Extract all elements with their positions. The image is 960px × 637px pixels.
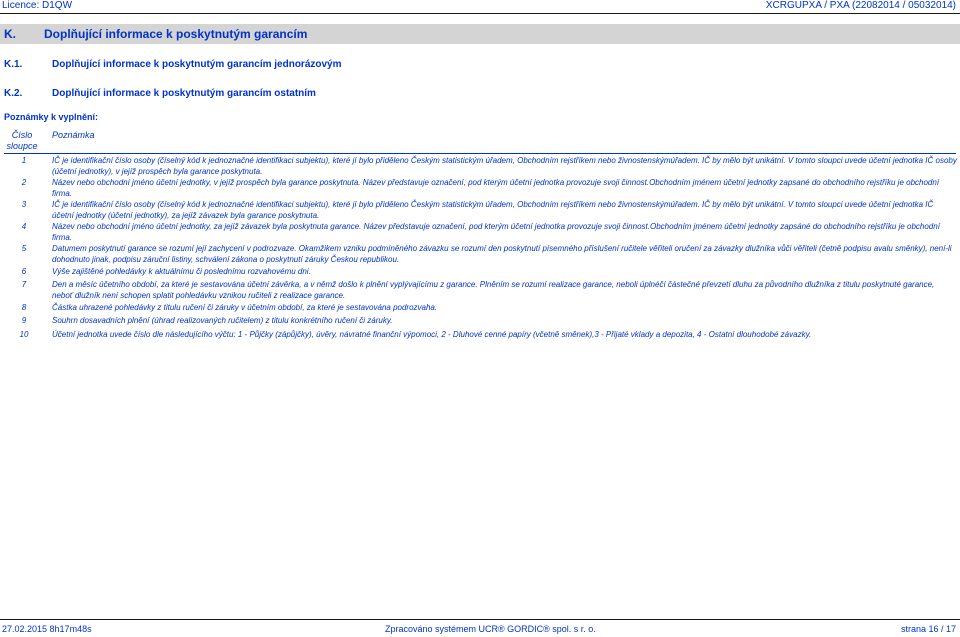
header-divider: [4, 153, 956, 154]
footer-processed-by: Zpracováno systémem UCR® GORDIC® spol. s r. o.: [385, 624, 596, 634]
note-text: IČ je identifikační číslo osoby (číselný kód k jednoznačné identifikaci subjektu), které jí bylo přiděleno Českým statistickým úřadem, Obchodním rejstříkem nebo živnostenskýmúřadem. IČ by mělo být unikátní. V tomto sloupci uvede účetní jednotka IČ osoby (účetní jednotky), v jejíž prospěch byla garance poskytnuta.: [52, 156, 957, 176]
section-title: Doplňující informace k poskytnutým garancím: [44, 27, 308, 41]
subsection-title: Doplňující informace k poskytnutým garancím ostatním: [52, 88, 316, 99]
note-text: Název nebo obchodní jméno účetní jednotky, v jejíž prospěch byla garance poskytnuta. Název představuje označení, pod kterým účetní jednotka provozuje svoji činnost.Obchodním jménem účetní jednotky zapsané do obchodního rejstříku je obchodní firma.: [52, 178, 940, 198]
subsection-number: K.1.: [4, 59, 23, 70]
footer-divider: [0, 619, 960, 620]
subsection-title: Doplňující informace k poskytnutým garancím jednorázovým: [52, 59, 342, 70]
note-text: Datumem poskytnutí garance se rozumí její zachycení v podrozvaze. Okamžikem vzniku podmíněného závazku se rozumí den poskytnutí písemného příslušení ručitele věřiteli oručení za závazky dlužníka vůči věřiteli (četně podpisu avalu směnky), není-li dohodnuto jinak, podpisu záruční listiny, schválení zákona o poskytnutí záruky Českou republikou.: [52, 244, 952, 264]
note-number: 5: [21, 244, 27, 253]
section-heading: [0, 24, 960, 44]
note-number: 6: [21, 267, 27, 276]
top-header: [0, 0, 960, 14]
column-number-header: Číslo sloupce: [6, 130, 38, 151]
note-text: Účetní jednotka uvede číslo dle následujícího výčtu: 1 - Půjčky (zápůjčky), úvěry, návratné finanční výpomoci, 2 - Dluhové cenné papíry (včetně směnek),3 - Přijaté vklady a depozita, 4 - Ostatní dlouhodobé závazky.: [52, 330, 812, 339]
footer-timestamp: 27.02.2015 8h17m48s: [2, 624, 92, 634]
report-code: XCRGUPXA / PXA (22082014 / 05032014): [765, 0, 956, 11]
subsection-k2: [0, 87, 960, 101]
note-text: Den a měsíc účetního období, za které je sestavována účetní závěrka, a v němž došlo k plnění vyplývajícímu z garance. Plněním se rozumí realizace garance, neboli úplnéčí částečné převzetí dluhu za původního dlužníka z titulu poskytnuté garance, neboť dlužník není schopen splatit pohledávku vznikou ručiteli z realizace garance.: [52, 280, 935, 300]
notes-title: Poznámky k vyplnění:: [4, 112, 99, 122]
note-number: 4: [21, 222, 27, 231]
footer-page-number: strana 16 / 17: [900, 624, 956, 634]
note-number: 3: [21, 200, 27, 209]
note-text: IČ je identifikační číslo osoby (číselný kód k jednoznačné identifikaci subjektu), které jí bylo přiděleno Českým statistickým úřadem, Obchodním rejstříkem nebo živnostenskýmúřadem. IČ by mělo být unikátní. V tomto sloupci uvede účetní jednotka IČ účetní jednotky (účetní jednotky), za jejíž závazek byla garance poskytnuta.: [52, 200, 934, 220]
note-header: Poznámka: [52, 130, 95, 140]
note-text: Souhrn dosavadních plnění (úhrad realizovaných ručitelem) z titulu konkrétního ručení či záruky.: [52, 316, 393, 325]
note-number: 7: [21, 280, 27, 289]
licence-label: Licence: D1QW: [2, 0, 73, 11]
note-number: 10: [19, 330, 29, 339]
note-number: 2: [21, 178, 27, 187]
note-number: 1: [21, 156, 27, 165]
note-number: 8: [21, 303, 27, 312]
subsection-k1: [0, 58, 960, 72]
note-text: Výše zajištěné pohledávky k aktuálnímu či poslednímu rozvahovému dni.: [52, 267, 311, 276]
note-text: Název nebo obchodní jméno účetní jednotky, za jejíž závazek byla poskytnuta garance. Název představuje označení, pod kterým účetní jednotka provozuje svoji činnost.Obchodním jménem účetní jednotky zapsáné do obchodního rejstříku je obchodní firma.: [52, 222, 940, 242]
note-number: 9: [21, 316, 27, 325]
section-number: K.: [4, 27, 16, 41]
note-text: Částka uhrazené pohledávky z titulu ručení či záruky v účetním období, za které je sestavována podrozvaha.: [52, 303, 438, 312]
subsection-number: K.2.: [4, 88, 23, 99]
